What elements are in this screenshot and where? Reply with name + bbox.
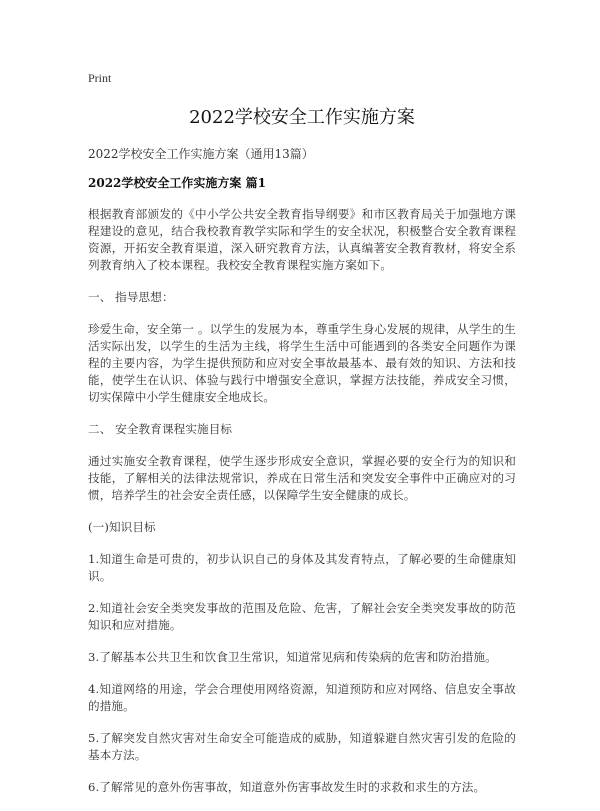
list-item-goal-3: 3.了解基本公共卫生和饮食卫生常识，知道常见病和传染病的危害和防治措施。 (88, 650, 497, 664)
section-heading: 2022学校安全工作实施方案 篇1 (88, 176, 266, 190)
heading-knowledge-goals: (一)知识目标 (88, 520, 156, 534)
list-item-goal-1: 1.知道生命是可贵的，初步认识自己的身体及其发育特点，了解必要的生命健康知识。 (88, 552, 516, 583)
heading-implementation-goals: 二、 安全教育课程实施目标 (88, 422, 233, 436)
list-item-goal-5: 5.了解突发自然灾害对生命安全可能造成的威胁，知道躲避自然灾害引发的危险的基本方法。 (88, 731, 516, 762)
list-item-goal-6: 6.了解常见的意外伤害事故，知道意外伤害事故发生时的求救和求生的方法。 (88, 780, 486, 794)
list-item-goal-4: 4.知道网络的用途，学会合理使用网络资源，知道预防和应对网络、信息安全事故的措施。 (88, 682, 516, 713)
page-title: 2022学校安全工作实施方案 (189, 107, 415, 128)
paragraph-guiding-ideology: 珍爱生命，安全第一 。以学生的发展为本，尊重学生身心发展的规律，从学生的生活实际出发，以学生的生活为主线，将学生生活中可能遇到的各类安全问题作为课程的主要内容，为学生提供预防和应对安全事故最基本、最有效的知识、方法和技能，使学生在认识、体验与践行中增强安全意识，掌握方法技能，养成安全习惯，切实保障中小学生健康安全地成长。 (88, 322, 516, 404)
paragraph-implementation-goals: 通过实施安全教育课程，使学生逐步形成安全意识，掌握必要的安全行为的知识和技能，了解相关的法律法规常识，养成在日常生活和突发安全事件中正确应对的习惯，培养学生的社会安全责任感，以保障学生安全健康的成长。 (88, 454, 516, 502)
print-link[interactable]: Print (88, 71, 112, 85)
document-subtitle: 2022学校安全工作实施方案（通用13篇） (88, 147, 314, 161)
heading-guiding-ideology: 一、 指导思想： (88, 290, 174, 304)
document-page (88, 70, 516, 811)
list-item-goal-2: 2.知道社会安全类突发事故的范围及危险、危害，了解社会安全类突发事故的防范知识和应对措施。 (88, 601, 516, 632)
paragraph-intro: 根据教育部颁发的《中小学公共安全教育指导纲要》和市区教育局关于加强地方课程建设的意见，结合我校教育教学实际和学生的安全状况，积极整合安全教育课程资源，开拓安全教育渠道，深入研究教育方法，认真编著安全教育教材，将安全系列教育纳入了校本课程。我校安全教育课程实施方案如下。 (88, 207, 516, 272)
